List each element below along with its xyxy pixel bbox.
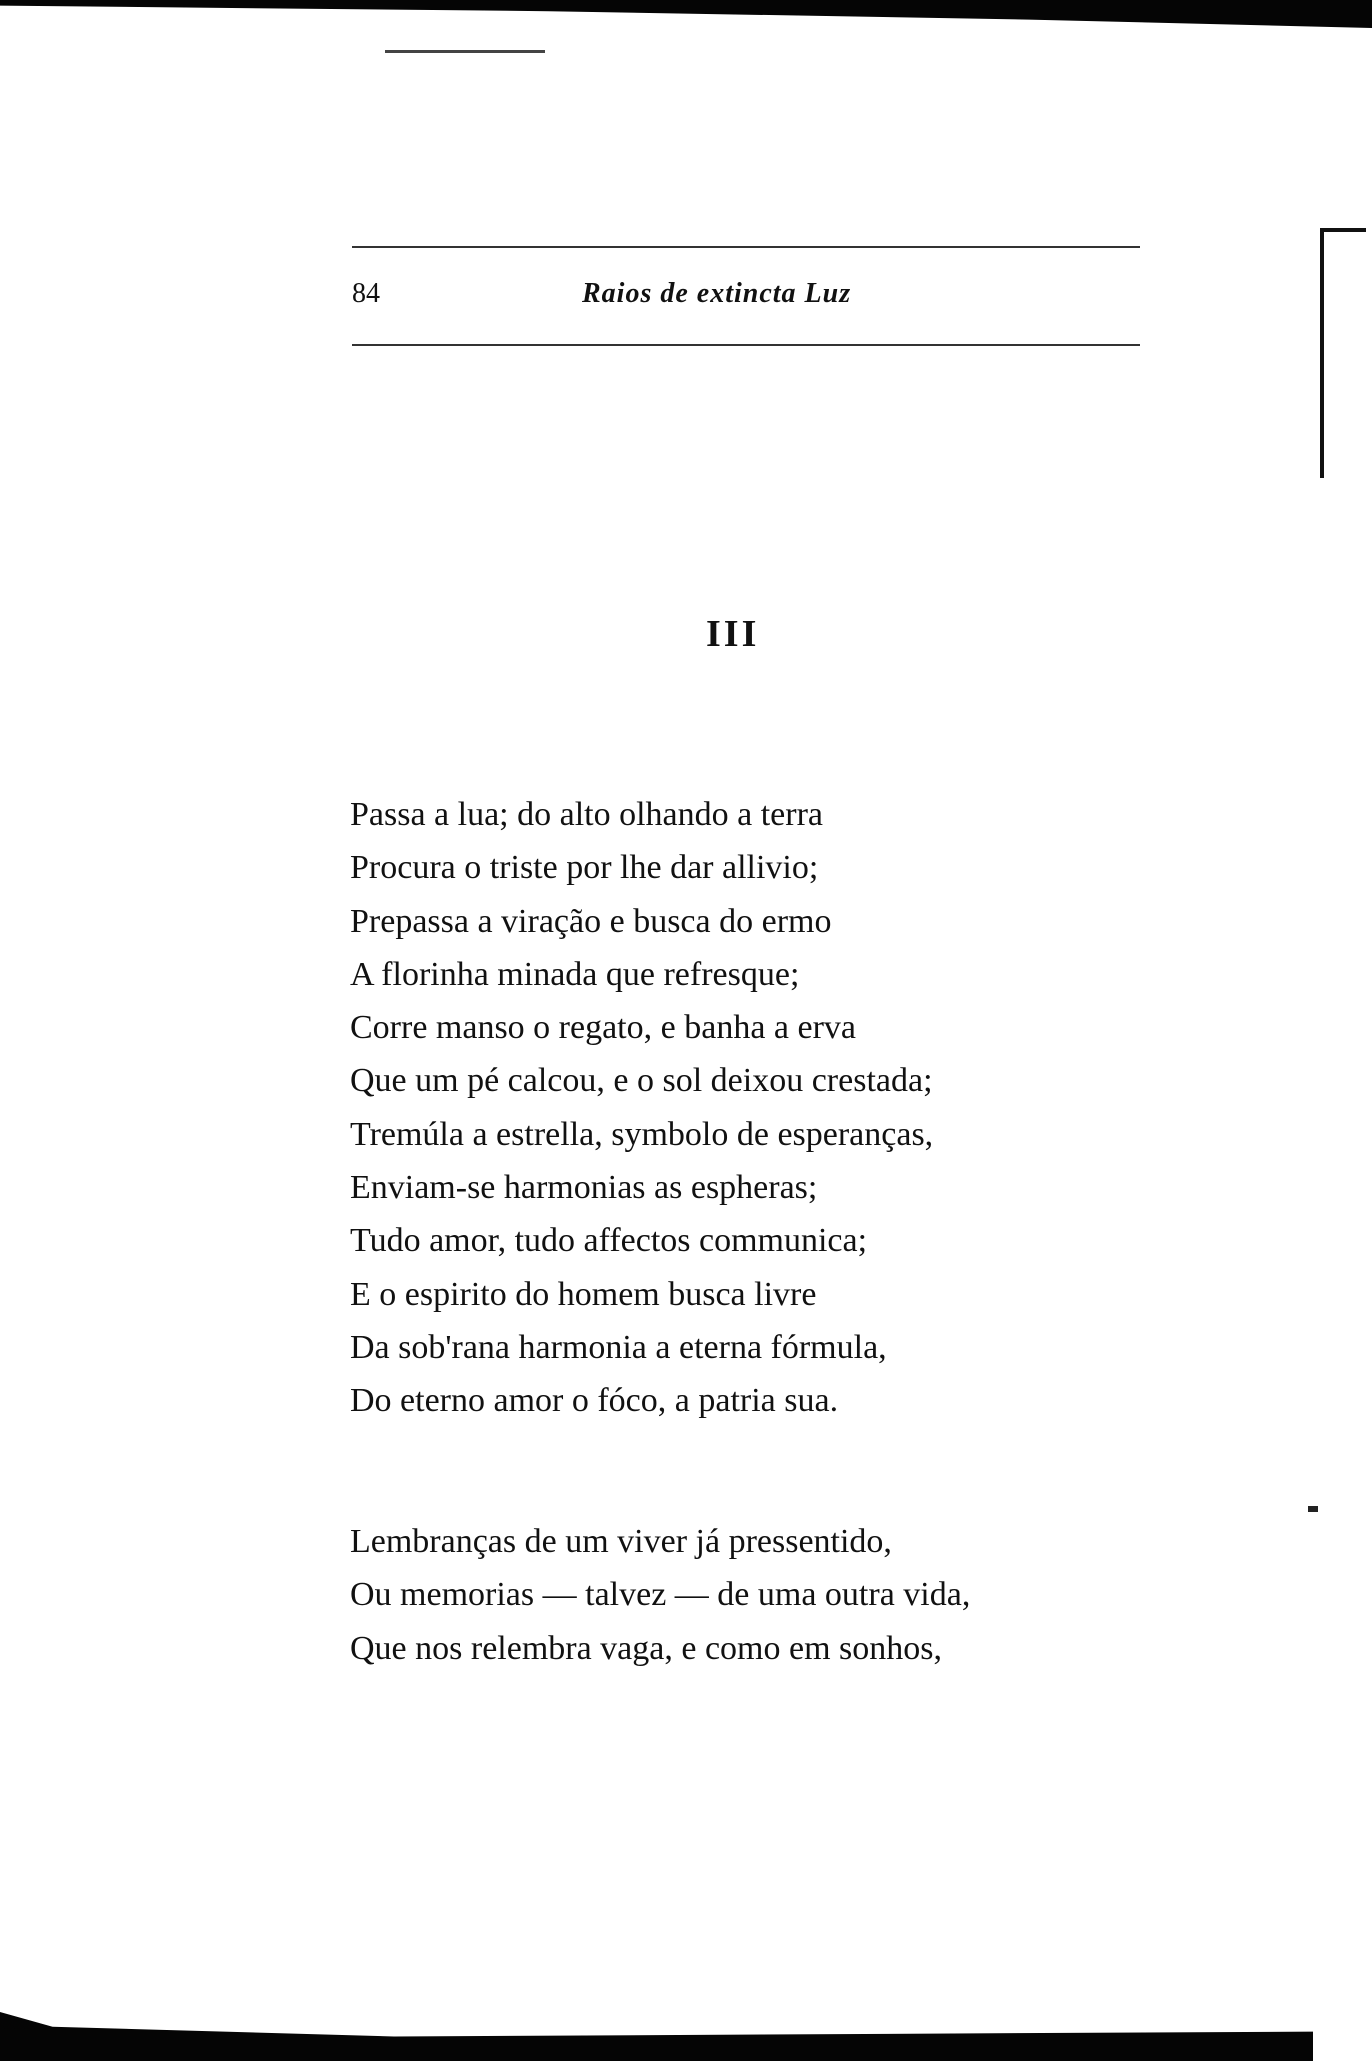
verse-line: Do eterno amor o fóco, a patria sua. — [350, 1382, 839, 1420]
verse-line: Passa a lua; do alto olhando a terra — [350, 796, 824, 833]
verse-line: Procura o triste por lhe dar allivio; — [350, 849, 819, 887]
verse-line: Corre manso o regato, e banha a erva — [350, 1009, 856, 1047]
scan-border-top — [0, 0, 1372, 28]
stanza-1 — [350, 788, 933, 1428]
verse-line: Que nos relembra vaga, e como em sonhos, — [350, 1629, 942, 1667]
verse-line: Tudo amor, tudo affectos communica; — [350, 1222, 868, 1260]
verse-line: A florinha minada que refresque; — [350, 955, 800, 993]
verse-line: E o espirito do homem busca livre — [350, 1275, 817, 1313]
verse-line: Tremúla a estrella, symbolo de esperanças, — [350, 1115, 934, 1153]
scan-border-bottom — [0, 2012, 1313, 2061]
scan-mark — [385, 50, 545, 53]
crop-mark — [1320, 228, 1366, 478]
verse-line: Enviam-se harmonias as espheras; — [350, 1169, 818, 1207]
scan-speck — [1308, 1506, 1318, 1512]
section-number: III — [706, 613, 760, 655]
crop-mark-horizontal — [1320, 228, 1366, 232]
crop-mark-vertical — [1320, 228, 1324, 478]
header-rule-bottom — [352, 344, 1140, 346]
verse-line: Lembranças de um viver já pressentido, — [350, 1523, 892, 1560]
running-title: Raios de extincta Luz — [582, 278, 852, 309]
page-number: 84 — [352, 278, 380, 309]
verse-line: Ou memorias — talvez — de uma outra vida, — [350, 1576, 971, 1614]
header-rule-top — [352, 246, 1140, 248]
verse-line: Prepassa a viração e busca do ermo — [350, 902, 832, 940]
verse-line: Que um pé calcou, e o sol deixou crestada; — [350, 1062, 933, 1100]
stanza-2 — [350, 1515, 970, 1675]
verse-line: Da sob'rana harmonia a eterna fórmula, — [350, 1328, 887, 1366]
